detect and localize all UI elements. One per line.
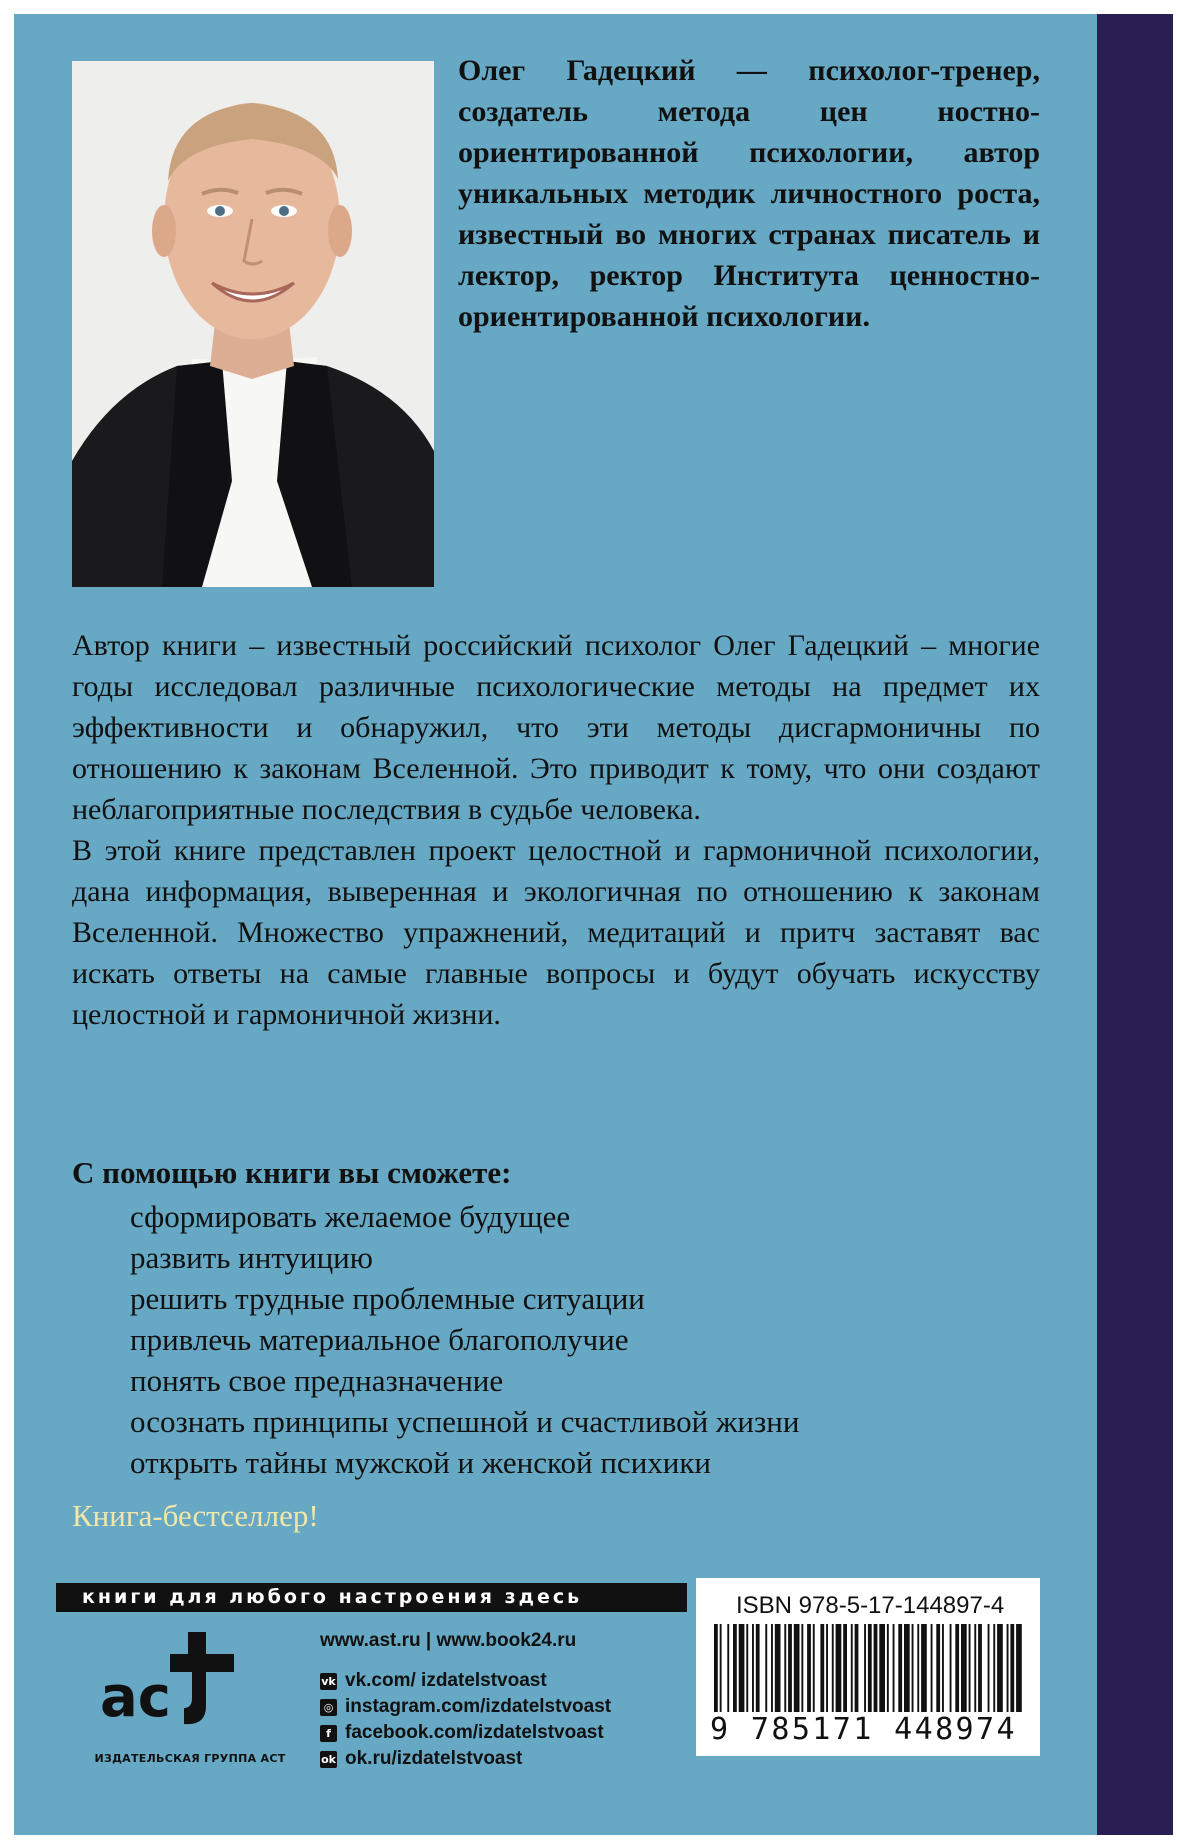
barcode-bar: [950, 1624, 952, 1724]
barcode-bar: [836, 1624, 842, 1724]
barcode-bar: [832, 1624, 834, 1724]
barcode-bar: [993, 1624, 995, 1724]
barcode-bar: [974, 1624, 976, 1724]
svg-text:ac: ac: [100, 1665, 171, 1730]
barcode-bar: [904, 1624, 910, 1724]
barcode-bar: [874, 1624, 878, 1724]
bestseller-label: Книга-бестселлер!: [72, 1498, 319, 1533]
barcode-bar: [868, 1624, 872, 1724]
feature-item: осознать принципы успешной и счастливой жизни: [130, 1404, 800, 1439]
instagram-icon: ◎: [320, 1699, 337, 1716]
cover-spine: [1097, 14, 1173, 1835]
feature-item: развить интуицию: [130, 1240, 373, 1275]
barcode-bar: [771, 1624, 773, 1724]
features-list: [130, 1196, 799, 1483]
barcode-bar: [820, 1624, 824, 1724]
barcode-bar: [720, 1624, 722, 1724]
social-label: vk.com/ izdatelstvoast: [345, 1670, 547, 1691]
barcode-bar: [788, 1624, 792, 1724]
barcode-bar: [851, 1624, 853, 1724]
barcode-bar: [864, 1624, 866, 1724]
description-paragraph: Автор книги – известный российский психолог Олег Гадецкий – многие годы исследовал различные психологические методы на предмет их эффективности и обнаружил, что эти методы дисгармоничны по отношению к законам Вселенной. Это приводит к тому, что они создают неблагоприятные последствия в судьбе человека.: [72, 629, 1040, 826]
barcode-bar: [826, 1624, 828, 1724]
barcode-bar: [746, 1624, 748, 1724]
barcode-bar: [1007, 1624, 1009, 1724]
isbn-label: ISBN 978-5-17-144897-4: [736, 1592, 1005, 1619]
facebook-icon: f: [320, 1725, 337, 1742]
barcode-bar: [961, 1624, 967, 1724]
book-description: [72, 625, 1040, 1035]
barcode-bar: [733, 1624, 737, 1724]
barcode-bar: [887, 1624, 889, 1724]
barcode-bar: [756, 1624, 760, 1724]
description-paragraph: В этой книге представлен проект целостной и гармоничной психологии, дана информация, выверенная и экологичная по отношению к законам Вселенной. Множество упражнений, медитаций и притч заставят вас искать ответы на самые главные вопросы и будут обучать искусству целостной и гармоничной жизни.: [72, 834, 1040, 1031]
barcode-bar: [752, 1624, 754, 1724]
social-links: [320, 1668, 611, 1772]
barcode-bar: [727, 1624, 729, 1724]
barcode-bar: [955, 1624, 959, 1724]
barcode-bar: [997, 1624, 1003, 1724]
barcode-bar: [988, 1624, 990, 1724]
barcode: [714, 1624, 1024, 1724]
ok-icon: ok: [321, 1752, 336, 1766]
barcode-bar: [912, 1624, 914, 1724]
barcode-bar: [794, 1624, 800, 1724]
barcode-bar: [775, 1624, 781, 1724]
barcode-bar: [801, 1624, 803, 1724]
feature-item: сформировать желаемое будущее: [130, 1199, 571, 1234]
social-link-instagram: [320, 1694, 611, 1720]
barcode-bar: [879, 1624, 885, 1724]
barcode-bar: [765, 1624, 767, 1724]
barcode-bar: [917, 1624, 919, 1724]
barcode-bar: [807, 1624, 811, 1724]
barcode-bar: [921, 1624, 927, 1724]
barcode-bar: [893, 1624, 895, 1724]
vk-icon: vk: [321, 1674, 336, 1688]
social-link-vk: [320, 1668, 611, 1694]
barcode-bar: [1016, 1624, 1022, 1724]
feature-item: понять свое предназначение: [130, 1363, 504, 1398]
publisher-sites: www.ast.ru | www.book24.ru: [320, 1630, 577, 1651]
feature-item: решить трудные проблемные ситуации: [130, 1281, 645, 1316]
barcode-bar: [855, 1624, 859, 1724]
barcode-digits: 9 785171 448974: [710, 1712, 1030, 1747]
author-photo: [72, 61, 434, 587]
feature-item: привлечь материальное благополучие: [130, 1322, 629, 1357]
author-bio: Олег Гадецкий — психолог-тренер, создатель метода цен ностно-ориентированной психологии, автор уникальных методик личностного роста, известный во многих странах писатель и лектор, ректор Института ценностно-ориентированной психологии.: [458, 54, 1040, 333]
social-label: facebook.com/izdatelstvoast: [345, 1722, 604, 1743]
barcode-bar: [843, 1624, 847, 1724]
barcode-bar: [898, 1624, 902, 1724]
barcode-bar: [1010, 1624, 1014, 1724]
slogan-banner: книги для любого настроения здесь: [56, 1583, 687, 1612]
barcode-bar: [784, 1624, 786, 1724]
barcode-bar: [936, 1624, 940, 1724]
feature-item: открыть тайны мужской и женской психики: [130, 1445, 712, 1480]
social-link-facebook: [320, 1720, 611, 1746]
barcode-bar: [714, 1624, 718, 1724]
barcode-bar: [931, 1624, 933, 1724]
social-label: instagram.com/izdatelstvoast: [345, 1696, 612, 1717]
social-link-ok: [320, 1746, 611, 1772]
publisher-name: ИЗДАТЕЛЬСКАЯ ГРУППА АСТ: [94, 1752, 286, 1765]
barcode-bar: [969, 1624, 971, 1724]
features-title: С помощью книги вы сможете:: [72, 1155, 512, 1190]
barcode-bar: [813, 1624, 815, 1724]
barcode-bar: [739, 1624, 745, 1724]
barcode-bar: [978, 1624, 982, 1724]
isbn-barcode-block: [696, 1578, 1040, 1756]
barcode-bar: [942, 1624, 944, 1724]
ast-logo: [100, 1628, 250, 1732]
social-label: ok.ru/izdatelstvoast: [345, 1748, 523, 1769]
